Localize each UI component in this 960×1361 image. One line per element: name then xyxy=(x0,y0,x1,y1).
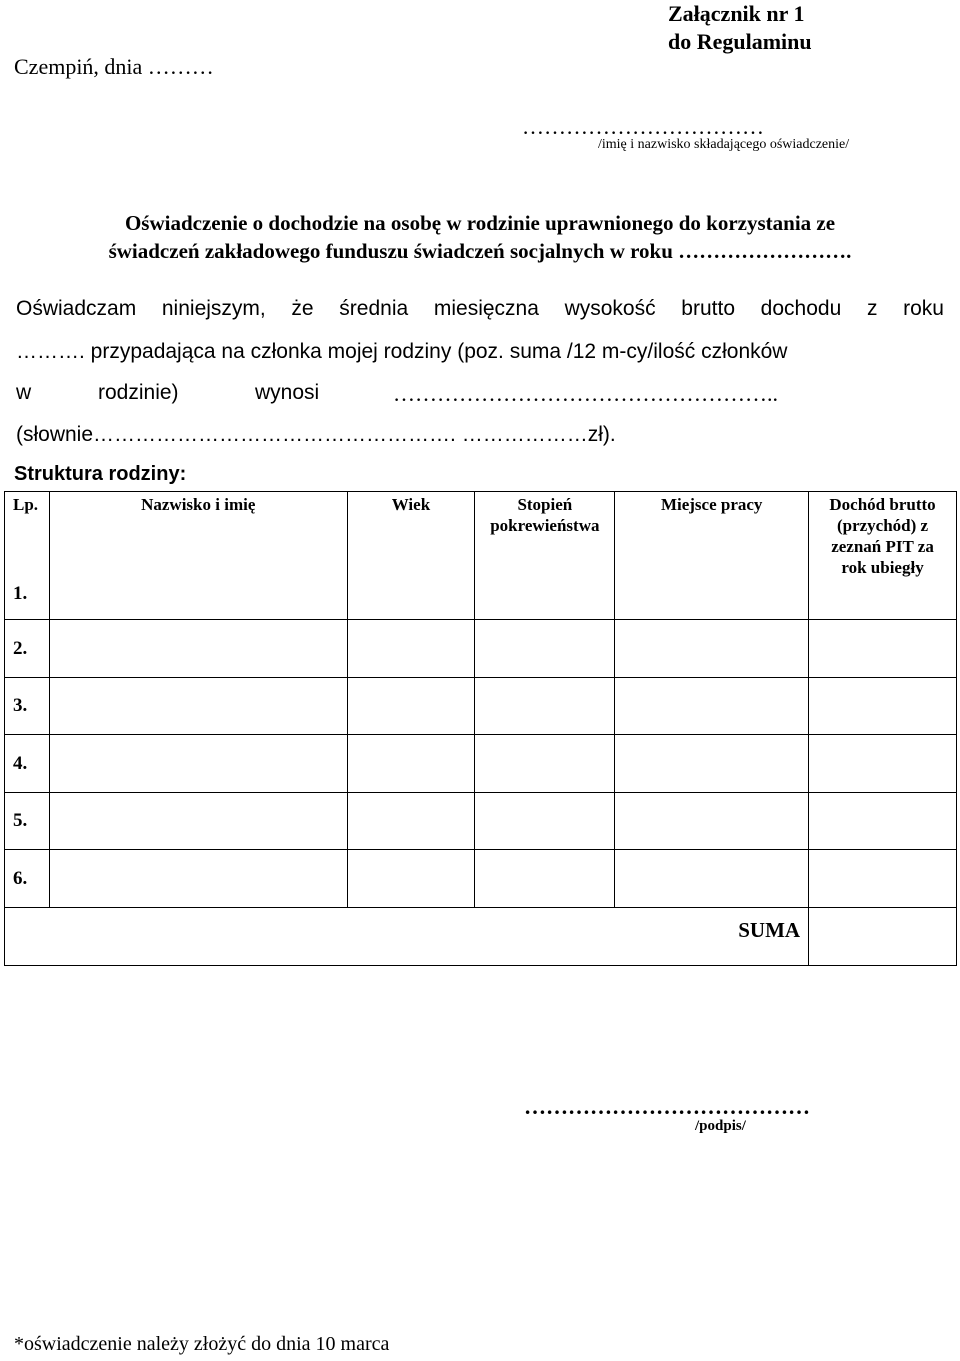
attachment-line-1: Załącznik nr 1 xyxy=(668,1,805,26)
cell xyxy=(809,678,957,735)
cell xyxy=(475,735,615,793)
table-row-1 xyxy=(5,492,957,620)
row-number-1: 1. xyxy=(13,583,28,604)
cell xyxy=(347,850,475,908)
statement-line-3-rodzinie: rodzinie) xyxy=(98,381,179,404)
signature-dots: ………………………………… xyxy=(524,1094,810,1119)
cell xyxy=(49,735,347,793)
statement-line-3-wynosi: wynosi xyxy=(255,381,320,404)
cell xyxy=(615,678,809,735)
family-table xyxy=(4,491,957,966)
table-row-3 xyxy=(5,678,957,735)
cell xyxy=(475,678,615,735)
statement-line-1 xyxy=(16,297,944,321)
cell xyxy=(809,620,957,678)
sum-label: SUMA xyxy=(5,908,809,966)
cell xyxy=(615,620,809,678)
amount-dots: …………………………………………….. xyxy=(393,381,778,406)
cell xyxy=(615,735,809,793)
signature-caption: /podpis/ xyxy=(695,1118,746,1134)
statement-line-2: ………. przypadająca na członka mojej rodziny (poz. suma /12 m-cy/ilość członków xyxy=(16,340,788,363)
row-number-2: 2. xyxy=(5,620,50,678)
table-row-2 xyxy=(5,620,957,678)
row-number-5: 5. xyxy=(5,793,50,850)
statement-line-4: (słownie……………………………………………. ………………zł). xyxy=(16,423,616,446)
attachment-line-2: do Regulaminu xyxy=(668,29,812,54)
table-row-4 xyxy=(5,735,957,793)
cell xyxy=(347,735,475,793)
sum-row xyxy=(5,908,957,966)
table-row-5 xyxy=(5,793,957,850)
col-header-name: Nazwisko i imię xyxy=(49,492,347,620)
name-caption: /imię i nazwisko składającego oświadczenie/ xyxy=(598,137,850,152)
statement-line-1-text: Oświadczam niniejszym, że średnia miesięczna wysokość brutto dochodu z roku xyxy=(16,297,944,320)
cell xyxy=(475,850,615,908)
cell xyxy=(809,793,957,850)
structure-heading: Struktura rodziny: xyxy=(14,463,187,485)
cell xyxy=(49,678,347,735)
row-number-6: 6. xyxy=(5,850,50,908)
cell xyxy=(475,620,615,678)
cell xyxy=(49,620,347,678)
cell xyxy=(809,850,957,908)
document-title xyxy=(0,209,960,265)
table-row-6 xyxy=(5,850,957,908)
cell xyxy=(347,678,475,735)
col-header-workplace: Miejsce pracy xyxy=(615,492,809,620)
col-header-lp: Lp. xyxy=(13,495,39,514)
cell xyxy=(615,850,809,908)
statement-line-3-w: w xyxy=(16,381,32,404)
name-dots: …………………………… xyxy=(522,114,764,139)
cell xyxy=(347,793,475,850)
row-number-4: 4. xyxy=(5,735,50,793)
cell xyxy=(49,793,347,850)
col-header-relation: Stopień pokrewieństwa xyxy=(475,492,615,620)
attachment-label xyxy=(668,0,812,56)
cell xyxy=(49,850,347,908)
col-header-income: Dochód brutto (przychód) z zeznań PIT za rok ubiegły xyxy=(809,492,957,620)
footnote: *oświadczenie należy złożyć do dnia 10 marca xyxy=(14,1333,390,1355)
statement-line-3 xyxy=(16,381,31,405)
cell xyxy=(475,793,615,850)
title-line-2: świadczeń zakładowego funduszu świadczeń socjalnych w roku ……………………. xyxy=(108,239,852,263)
cell xyxy=(347,620,475,678)
place-date: Czempiń, dnia ……… xyxy=(14,54,214,79)
row-number-3: 3. xyxy=(5,678,50,735)
col-header-age: Wiek xyxy=(347,492,475,620)
cell xyxy=(615,793,809,850)
cell xyxy=(809,735,957,793)
lp-cell xyxy=(5,492,50,620)
sum-value-cell xyxy=(809,908,957,966)
title-line-1: Oświadczenie o dochodzie na osobę w rodzinie uprawnionego do korzystania ze xyxy=(124,211,836,235)
